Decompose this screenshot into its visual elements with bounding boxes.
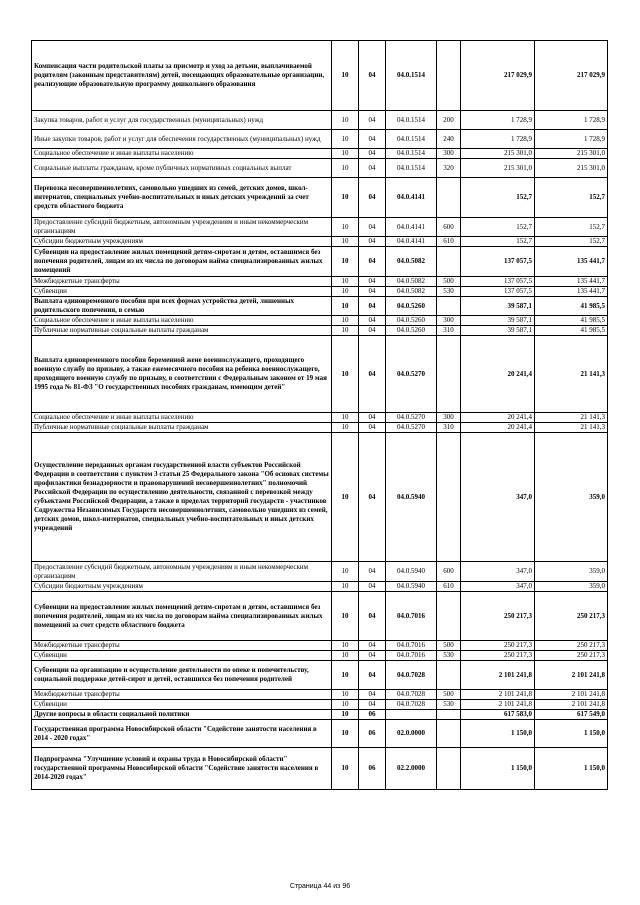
row-target-article: 04.0.1514 (386, 111, 437, 130)
row-name: Межбюджетные трансферты (32, 641, 332, 651)
row-subsection-code: 04 (359, 423, 386, 433)
row-expense-type (437, 433, 461, 562)
row-target-article: 04.0.5082 (386, 247, 437, 277)
row-target-article: 04.0.7016 (386, 651, 437, 661)
row-name: Предоставление субсидий бюджетным, автономным учреждениям и иным некоммерческим организациям (32, 562, 332, 582)
row-target-article: 04.0.5940 (386, 562, 437, 582)
row-amount-year-2: 2 101 241,8 (535, 700, 608, 710)
row-amount-year-2: 135 441,7 (535, 287, 608, 297)
row-section-code: 10 (332, 748, 359, 790)
table-row (32, 720, 608, 748)
table-row (32, 433, 608, 562)
row-subsection-code: 04 (359, 218, 386, 237)
row-amount-year-1: 1 728,9 (461, 111, 535, 130)
page-number: Страница 44 из 96 (289, 883, 351, 890)
row-amount-year-1: 20 241,4 (461, 413, 535, 423)
row-amount-year-1: 152,7 (461, 218, 535, 237)
row-section-code: 10 (332, 651, 359, 661)
row-target-article: 02.2.0000 (386, 748, 437, 790)
row-amount-year-2: 135 441,7 (535, 247, 608, 277)
row-target-article: 04.0.1514 (386, 41, 437, 111)
row-name: Публичные нормативные социальные выплаты гражданам (32, 423, 332, 433)
row-section-code: 10 (332, 433, 359, 562)
row-amount-year-1: 20 241,4 (461, 423, 535, 433)
row-amount-year-1: 617 583,0 (461, 710, 535, 720)
row-target-article: 02.0.0000 (386, 720, 437, 748)
row-section-code: 10 (332, 641, 359, 651)
row-target-article: 04.0.5270 (386, 413, 437, 423)
row-name: Иные закупки товаров, работ и услуг для обеспечения государственных (муниципальных) нужд (32, 130, 332, 149)
row-section-code: 10 (332, 247, 359, 277)
row-amount-year-1: 39 587,1 (461, 316, 535, 326)
row-expense-type: 610 (437, 582, 461, 592)
row-name: Субвенции (32, 651, 332, 661)
row-expense-type: 240 (437, 130, 461, 149)
row-expense-type: 310 (437, 423, 461, 433)
row-subsection-code: 04 (359, 700, 386, 710)
row-amount-year-1: 250 217,3 (461, 592, 535, 641)
row-subsection-code: 04 (359, 326, 386, 336)
row-amount-year-2: 1 728,9 (535, 111, 608, 130)
table-row (32, 149, 608, 159)
row-target-article: 04.0.5082 (386, 277, 437, 287)
row-amount-year-2: 21 141,3 (535, 336, 608, 413)
row-target-article: 04.0.1514 (386, 149, 437, 159)
table-row (32, 748, 608, 790)
row-amount-year-1: 215 301,0 (461, 159, 535, 178)
table-row (32, 710, 608, 720)
row-amount-year-2: 21 141,3 (535, 423, 608, 433)
row-section-code: 10 (332, 661, 359, 690)
row-subsection-code: 04 (359, 111, 386, 130)
row-amount-year-2: 250 217,3 (535, 592, 608, 641)
row-subsection-code: 04 (359, 690, 386, 700)
row-expense-type (437, 748, 461, 790)
row-subsection-code: 04 (359, 336, 386, 413)
row-expense-type: 530 (437, 700, 461, 710)
row-name: Межбюджетные трансферты (32, 277, 332, 287)
row-expense-type (437, 592, 461, 641)
table-body (32, 41, 608, 790)
row-target-article: 04.0.5260 (386, 316, 437, 326)
row-subsection-code: 04 (359, 237, 386, 247)
table-row (32, 413, 608, 423)
row-target-article: 04.0.7028 (386, 690, 437, 700)
row-section-code: 10 (332, 277, 359, 287)
row-subsection-code: 04 (359, 433, 386, 562)
row-section-code: 10 (332, 326, 359, 336)
row-expense-type: 610 (437, 237, 461, 247)
row-amount-year-2: 135 441,7 (535, 277, 608, 287)
row-name: Выплата единовременного пособия при всех формах устройства детей, лишенных родительского попечения, в семью (32, 297, 332, 316)
row-amount-year-2: 250 217,3 (535, 641, 608, 651)
row-expense-type: 300 (437, 316, 461, 326)
row-amount-year-1: 20 241,4 (461, 336, 535, 413)
row-subsection-code: 04 (359, 287, 386, 297)
table-row (32, 287, 608, 297)
row-amount-year-1: 347,0 (461, 582, 535, 592)
row-name: Социальное обеспечение и иные выплаты населению (32, 149, 332, 159)
table-row (32, 41, 608, 111)
row-expense-type: 530 (437, 651, 461, 661)
row-amount-year-2: 41 985,5 (535, 326, 608, 336)
row-expense-type (437, 178, 461, 218)
row-target-article: 04.0.7028 (386, 700, 437, 710)
row-target-article: 04.0.5260 (386, 297, 437, 316)
row-amount-year-1: 1 150,0 (461, 720, 535, 748)
row-section-code: 10 (332, 111, 359, 130)
row-subsection-code: 04 (359, 562, 386, 582)
row-target-article: 04.0.7016 (386, 641, 437, 651)
row-name: Социальное обеспечение и иные выплаты населению (32, 316, 332, 326)
row-name: Субвенции (32, 287, 332, 297)
row-section-code: 10 (332, 178, 359, 218)
row-amount-year-1: 152,7 (461, 178, 535, 218)
row-subsection-code: 06 (359, 720, 386, 748)
row-section-code: 10 (332, 130, 359, 149)
table-row (32, 247, 608, 277)
row-amount-year-1: 137 057,5 (461, 277, 535, 287)
row-target-article: 04.0.4141 (386, 178, 437, 218)
row-amount-year-2: 41 985,5 (535, 297, 608, 316)
row-name: Субвенции на предоставление жилых помещений детям-сиротам и детям, оставшимся без попечения родителей, лицам из их числа по договорам найма специализированных жилых помещений за счет средств областного бюджета (32, 592, 332, 641)
table-row (32, 690, 608, 700)
row-amount-year-2: 2 101 241,8 (535, 661, 608, 690)
row-name: Закупка товаров, работ и услуг для государственных (муниципальных) нужд (32, 111, 332, 130)
row-amount-year-2: 152,7 (535, 178, 608, 218)
table-row (32, 218, 608, 237)
budget-table (31, 40, 608, 790)
table-row (32, 130, 608, 149)
row-amount-year-2: 1 728,9 (535, 130, 608, 149)
row-subsection-code: 06 (359, 748, 386, 790)
row-amount-year-1: 347,0 (461, 433, 535, 562)
row-amount-year-1: 347,0 (461, 562, 535, 582)
row-expense-type: 600 (437, 562, 461, 582)
row-target-article: 04.0.4141 (386, 218, 437, 237)
row-expense-type: 300 (437, 413, 461, 423)
row-subsection-code: 04 (359, 297, 386, 316)
row-expense-type: 200 (437, 111, 461, 130)
row-amount-year-1: 2 101 241,8 (461, 700, 535, 710)
row-section-code: 10 (332, 336, 359, 413)
row-subsection-code: 04 (359, 130, 386, 149)
row-amount-year-2: 617 549,0 (535, 710, 608, 720)
row-section-code: 10 (332, 562, 359, 582)
row-section-code: 10 (332, 582, 359, 592)
table-row (32, 326, 608, 336)
row-name: Субвенции (32, 700, 332, 710)
row-amount-year-2: 21 141,3 (535, 413, 608, 423)
table-row (32, 237, 608, 247)
row-name: Межбюджетные трансферты (32, 690, 332, 700)
table-row (32, 592, 608, 641)
row-subsection-code: 04 (359, 413, 386, 423)
row-target-article: 04.0.5270 (386, 336, 437, 413)
row-subsection-code: 04 (359, 582, 386, 592)
row-section-code: 10 (332, 149, 359, 159)
row-amount-year-1: 250 217,3 (461, 641, 535, 651)
row-amount-year-2: 41 985,5 (535, 316, 608, 326)
row-expense-type: 310 (437, 326, 461, 336)
row-subsection-code: 04 (359, 651, 386, 661)
table-row (32, 277, 608, 287)
row-subsection-code: 04 (359, 41, 386, 111)
row-section-code: 10 (332, 720, 359, 748)
row-expense-type: 320 (437, 159, 461, 178)
row-amount-year-2: 1 150,0 (535, 748, 608, 790)
row-amount-year-2: 1 150,0 (535, 720, 608, 748)
row-name: Осуществление переданных органам государственной власти субъектов Российской Федерации в соответствии с пунктом 3 статьи 25 Федерального закона "Об основах системы профилактики безнадзорности и правонарушений несовершеннолетних" полномочий Российской Федерации по осуществлению деятельности, связанной с перевозкой между субъектами Российской Федерации, а также в пределах территорий государств - участников Содружества Независимых Государств несовершеннолетних, самовольно ушедших из семей, детских домов, школ-интернатов, специальных учебно-воспитательных и иных детских учреждений (32, 433, 332, 562)
row-amount-year-2: 152,7 (535, 218, 608, 237)
row-target-article: 04.0.1514 (386, 159, 437, 178)
row-section-code: 10 (332, 218, 359, 237)
row-subsection-code: 04 (359, 247, 386, 277)
row-name: Субсидии бюджетным учреждениям (32, 582, 332, 592)
row-expense-type: 600 (437, 218, 461, 237)
table-row (32, 700, 608, 710)
table-row (32, 316, 608, 326)
row-section-code: 10 (332, 700, 359, 710)
row-name: Перевозка несовершеннолетних, самовольно ушедших из семей, детских домов, школ-интернатов, специальных учебно-воспитательных и иных детских учреждений за счет средств областного бюджета (32, 178, 332, 218)
row-amount-year-1: 1 150,0 (461, 748, 535, 790)
table-row (32, 423, 608, 433)
row-name: Предоставление субсидий бюджетным, автономным учреждениям и иным некоммерческим организациям (32, 218, 332, 237)
row-expense-type: 530 (437, 287, 461, 297)
row-amount-year-2: 2 101 241,8 (535, 690, 608, 700)
row-section-code: 10 (332, 287, 359, 297)
row-section-code: 10 (332, 423, 359, 433)
table-row (32, 651, 608, 661)
row-amount-year-2: 215 301,0 (535, 149, 608, 159)
table-row (32, 641, 608, 651)
row-amount-year-1: 215 301,0 (461, 149, 535, 159)
table-row (32, 336, 608, 413)
row-name: Публичные нормативные социальные выплаты гражданам (32, 326, 332, 336)
row-expense-type (437, 720, 461, 748)
row-section-code: 10 (332, 297, 359, 316)
row-amount-year-1: 2 101 241,8 (461, 690, 535, 700)
row-section-code: 10 (332, 690, 359, 700)
row-amount-year-2: 215 301,0 (535, 159, 608, 178)
row-subsection-code: 06 (359, 710, 386, 720)
row-section-code: 10 (332, 41, 359, 111)
table-row (32, 562, 608, 582)
row-expense-type (437, 661, 461, 690)
table-row (32, 582, 608, 592)
row-amount-year-2: 250 217,3 (535, 651, 608, 661)
row-target-article: 04.0.5270 (386, 423, 437, 433)
row-expense-type: 300 (437, 149, 461, 159)
row-expense-type (437, 710, 461, 720)
row-amount-year-1: 137 057,5 (461, 287, 535, 297)
row-amount-year-2: 152,7 (535, 237, 608, 247)
row-name: Субвенции на организацию и осуществление деятельности по опеке и попечительству, социальной поддержке детей-сирот и детей, оставшихся без попечения родителей (32, 661, 332, 690)
row-name: Субвенции на предоставление жилых помещений детям-сиротам и детям, оставшимся без попечения родителей, лицам из их числа по договорам найма специализированных жилых помещений (32, 247, 332, 277)
row-amount-year-1: 39 587,1 (461, 297, 535, 316)
row-target-article: 04.0.7016 (386, 592, 437, 641)
row-amount-year-2: 359,0 (535, 433, 608, 562)
row-target-article: 04.0.1514 (386, 130, 437, 149)
row-amount-year-2: 217 029,9 (535, 41, 608, 111)
row-section-code: 10 (332, 413, 359, 423)
table-row (32, 178, 608, 218)
row-name: Подпрограмма "Улучшение условий и охраны труда в Новосибирской области" государственной программы Новосибирской области "Содействие занятости населения в 2014-2020 годах" (32, 748, 332, 790)
row-expense-type (437, 336, 461, 413)
row-target-article: 04.0.5082 (386, 287, 437, 297)
row-subsection-code: 04 (359, 661, 386, 690)
row-name: Субсидии бюджетным учреждениям (32, 237, 332, 247)
row-expense-type: 500 (437, 690, 461, 700)
row-amount-year-2: 359,0 (535, 562, 608, 582)
row-section-code: 10 (332, 710, 359, 720)
row-section-code: 10 (332, 316, 359, 326)
table-row (32, 111, 608, 130)
row-expense-type: 500 (437, 277, 461, 287)
table-row (32, 297, 608, 316)
row-target-article: 04.0.5940 (386, 433, 437, 562)
row-expense-type: 500 (437, 641, 461, 651)
row-target-article: 04.0.5260 (386, 326, 437, 336)
row-amount-year-1: 217 029,9 (461, 41, 535, 111)
row-amount-year-1: 137 057,5 (461, 247, 535, 277)
row-expense-type (437, 247, 461, 277)
row-target-article: 04.0.7028 (386, 661, 437, 690)
row-subsection-code: 04 (359, 316, 386, 326)
row-subsection-code: 04 (359, 592, 386, 641)
row-amount-year-2: 359,0 (535, 582, 608, 592)
row-target-article: 04.0.4141 (386, 237, 437, 247)
row-subsection-code: 04 (359, 277, 386, 287)
row-subsection-code: 04 (359, 149, 386, 159)
row-name: Компенсация части родительской платы за присмотр и уход за детьми, выплачиваемой родителям (законным представителям) детей, посещающих образовательные организации, реализующие образовательную программу дошкольного образования (32, 41, 332, 111)
row-amount-year-1: 152,7 (461, 237, 535, 247)
table-row (32, 159, 608, 178)
row-name: Другие вопросы в области социальной политики (32, 710, 332, 720)
row-amount-year-1: 1 728,9 (461, 130, 535, 149)
row-name: Выплата единовременного пособия беременной жене военнослужащего, проходящего военную службу по призыву, а также ежемесячного пособия на ребенка военнослужащего, проходящего военную службу по призыву, в соответствии с Федеральным законом от 19 мая 1995 года № 81-ФЗ "О государственных пособиях гражданам, имеющим детей" (32, 336, 332, 413)
row-target-article: 04.0.5940 (386, 582, 437, 592)
row-name: Социальные выплаты гражданам, кроме публичных нормативных социальных выплат (32, 159, 332, 178)
row-section-code: 10 (332, 159, 359, 178)
row-subsection-code: 04 (359, 178, 386, 218)
row-subsection-code: 04 (359, 159, 386, 178)
row-expense-type (437, 41, 461, 111)
row-name: Социальное обеспечение и иные выплаты населению (32, 413, 332, 423)
row-amount-year-1: 39 587,1 (461, 326, 535, 336)
row-subsection-code: 04 (359, 641, 386, 651)
row-target-article (386, 710, 437, 720)
row-expense-type (437, 297, 461, 316)
row-amount-year-1: 250 217,3 (461, 651, 535, 661)
table-row (32, 661, 608, 690)
row-name: Государственная программа Новосибирской области "Содействие занятости населения в 2014 - 2020 годах" (32, 720, 332, 748)
row-section-code: 10 (332, 592, 359, 641)
row-amount-year-1: 2 101 241,8 (461, 661, 535, 690)
row-section-code: 10 (332, 237, 359, 247)
